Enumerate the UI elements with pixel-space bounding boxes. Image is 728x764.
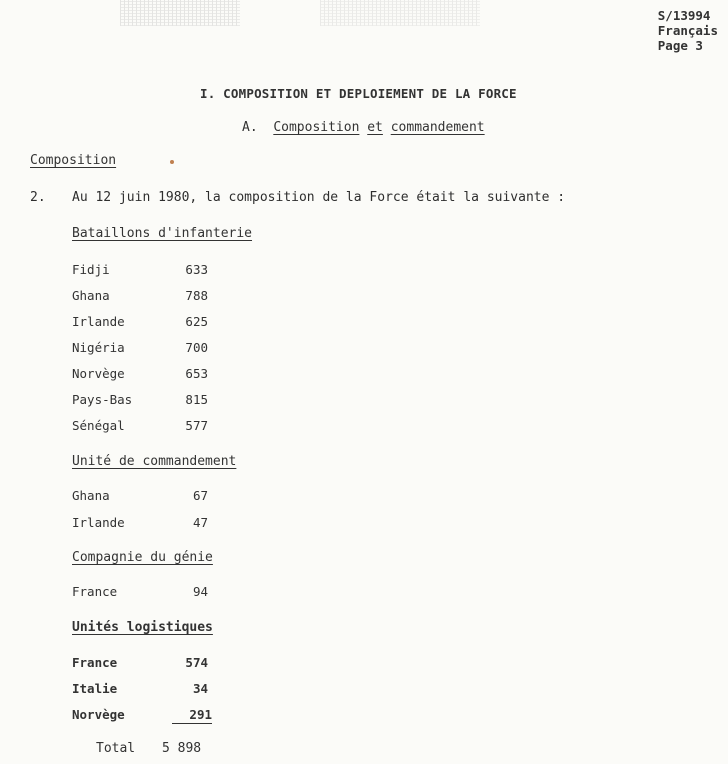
table-row <box>72 681 208 696</box>
subsection-title-part1: Composition <box>273 120 360 135</box>
subsection-conjunction: et <box>367 120 383 135</box>
total-row <box>96 741 201 756</box>
table-row <box>72 314 208 329</box>
country-name: Irlande <box>72 314 125 329</box>
country-name: France <box>72 584 118 599</box>
table-row <box>72 366 208 381</box>
troop-count: 788 <box>185 288 208 303</box>
troop-count: 34 <box>192 681 208 696</box>
troop-count: 577 <box>185 418 208 433</box>
scan-noise <box>320 0 480 26</box>
table-row <box>72 707 212 724</box>
country-name: Nigéria <box>72 340 125 355</box>
subsection-letter: A. <box>242 120 258 135</box>
section-title: I. COMPOSITION ET DEPLOIEMENT DE LA FORCE <box>200 86 517 101</box>
total-value: 5 898 <box>162 741 202 756</box>
paragraph-text: Au 12 juin 1980, la composition de la Force était la suivante : <box>72 190 566 205</box>
country-name: Italie <box>72 681 118 696</box>
total-label: Total <box>96 741 136 756</box>
troop-count: 291 <box>172 707 212 724</box>
troop-count: 815 <box>185 392 208 407</box>
document-language: Français <box>657 23 718 38</box>
country-name: Norvège <box>72 707 125 722</box>
subsection-title <box>242 120 485 135</box>
group-heading: Unités logistiques <box>72 620 213 635</box>
country-name: Fidji <box>72 262 110 277</box>
table-row <box>72 418 208 433</box>
country-name: Norvège <box>72 366 125 381</box>
document-symbol: S/13994 <box>657 8 711 23</box>
country-name: Ghana <box>72 288 110 303</box>
table-row <box>72 655 208 670</box>
group-heading: Unité de commandement <box>72 454 237 469</box>
composition-heading: Composition <box>30 153 117 168</box>
troop-count: 574 <box>185 655 208 670</box>
scan-noise <box>120 0 240 26</box>
country-name: Ghana <box>72 488 110 503</box>
paragraph-number: 2. <box>30 190 46 205</box>
country-name: Irlande <box>72 515 125 530</box>
ink-mark <box>170 160 174 164</box>
table-row <box>72 288 208 303</box>
table-row <box>72 584 208 599</box>
table-row <box>72 515 208 530</box>
table-row <box>72 488 208 503</box>
troop-count: 47 <box>192 515 208 530</box>
troop-count: 94 <box>192 584 208 599</box>
paragraph <box>30 190 565 205</box>
table-row <box>72 262 208 277</box>
document-header <box>658 8 718 53</box>
table-row <box>72 340 208 355</box>
page-number: Page 3 <box>657 38 703 53</box>
subsection-title-part2: commandement <box>390 120 485 135</box>
troop-count: 700 <box>185 340 208 355</box>
troop-count: 67 <box>192 488 208 503</box>
troop-count: 653 <box>185 366 208 381</box>
troop-count: 633 <box>185 262 208 277</box>
table-row <box>72 392 208 407</box>
group-heading: Compagnie du génie <box>72 550 213 565</box>
group-heading: Bataillons d'infanterie <box>72 226 253 241</box>
country-name: France <box>72 655 118 670</box>
country-name: Sénégal <box>72 418 125 433</box>
country-name: Pays-Bas <box>72 392 133 407</box>
troop-count: 625 <box>185 314 208 329</box>
